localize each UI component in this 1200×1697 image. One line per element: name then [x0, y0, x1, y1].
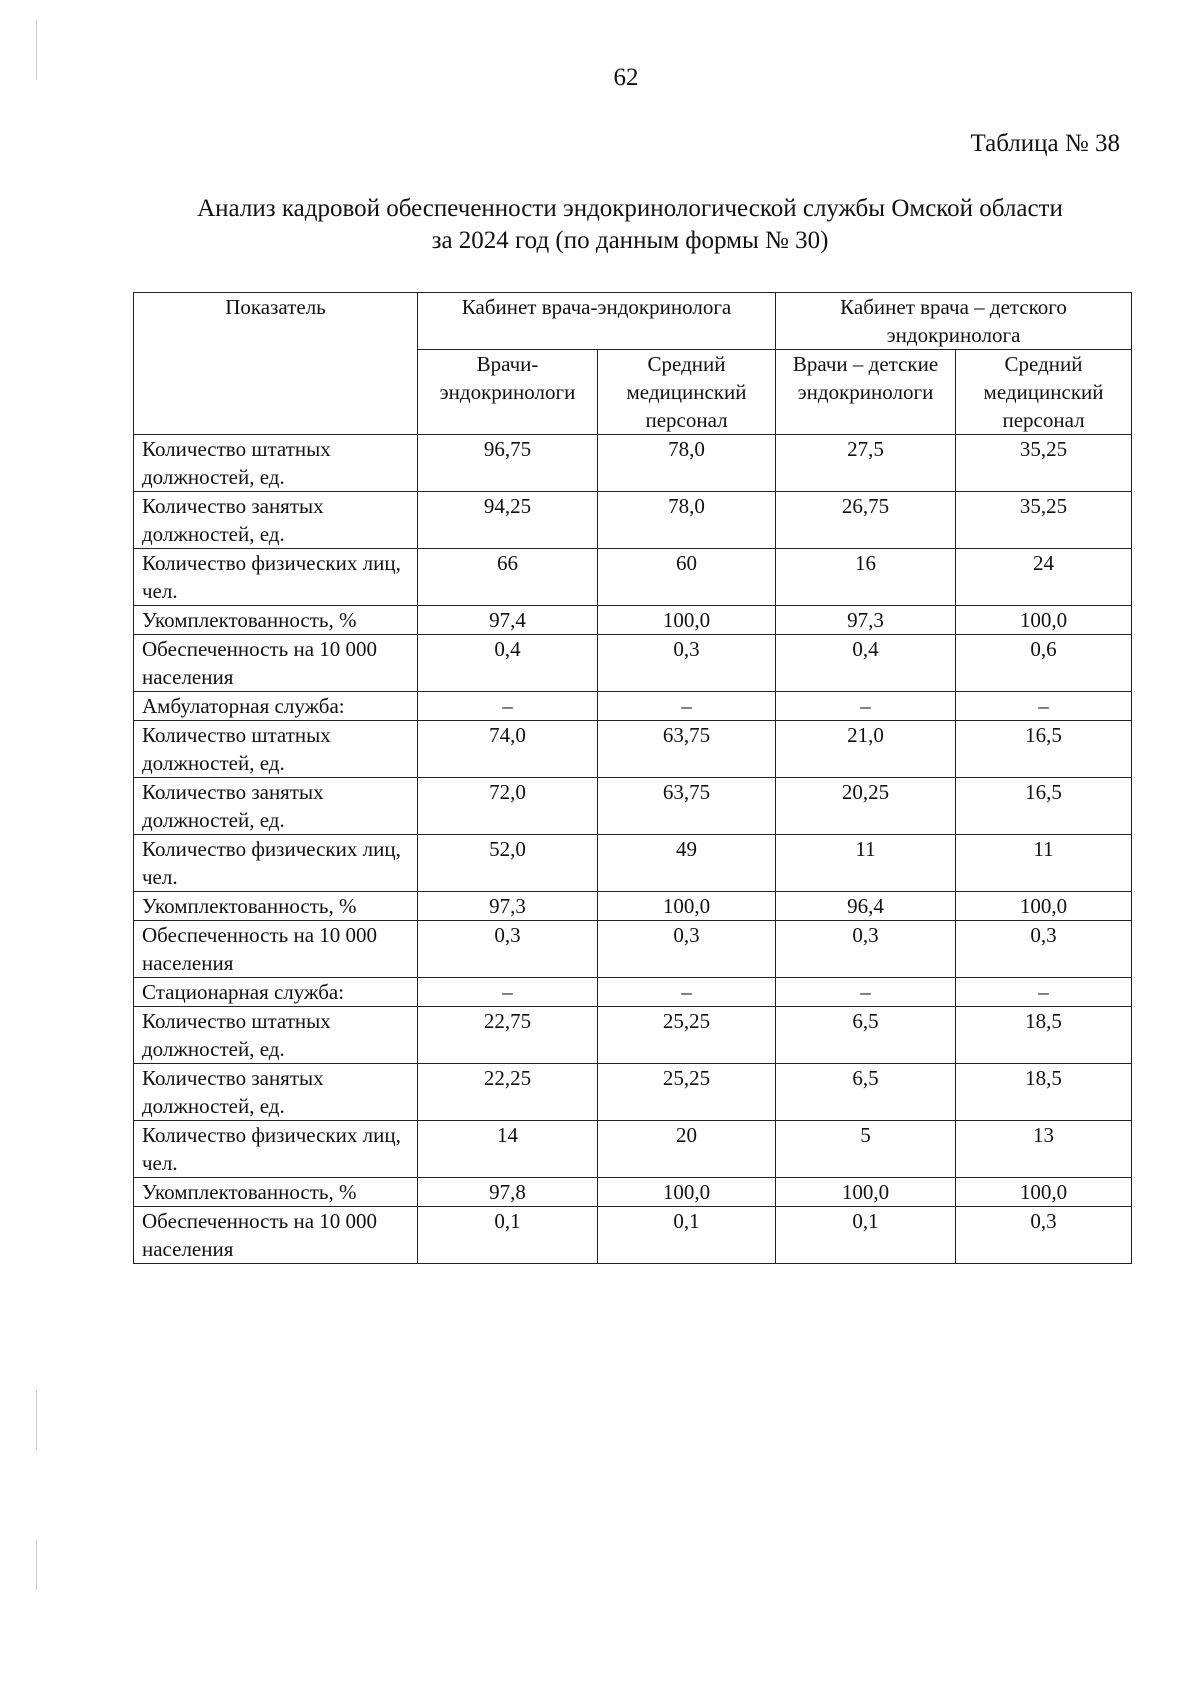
row-label: Количество физических лиц, чел.	[134, 1121, 418, 1178]
table-row	[134, 778, 1132, 835]
row-label: Количество занятых должностей, ед.	[134, 778, 418, 835]
header-indicator: Показатель	[134, 293, 418, 435]
row-value: 25,25	[598, 1007, 776, 1064]
page-number: 62	[613, 64, 639, 91]
table-row	[134, 1207, 1132, 1264]
scan-edge-mark	[36, 20, 37, 80]
row-value: 24	[956, 549, 1132, 606]
table-row	[134, 435, 1132, 492]
table-row	[134, 1064, 1132, 1121]
row-value: 100,0	[776, 1178, 956, 1207]
row-value: 20,25	[776, 778, 956, 835]
row-value: 6,5	[776, 1007, 956, 1064]
row-value: 6,5	[776, 1064, 956, 1121]
subheader-nursing-staff: Средний медицинский персонал	[598, 350, 776, 435]
row-value: 20	[598, 1121, 776, 1178]
table-row	[134, 549, 1132, 606]
title-line-1: Анализ кадровой обеспеченности эндокринологической службы Омской области	[197, 195, 1063, 222]
row-value: –	[418, 978, 598, 1007]
table-row	[134, 1121, 1132, 1178]
row-value: 100,0	[956, 1178, 1132, 1207]
document-title	[120, 193, 1140, 257]
row-value: 78,0	[598, 492, 776, 549]
table-row	[134, 921, 1132, 978]
row-label: Укомплектованность, %	[134, 606, 418, 635]
row-value: 100,0	[598, 892, 776, 921]
row-label: Количество занятых должностей, ед.	[134, 1064, 418, 1121]
row-label: Укомплектованность, %	[134, 892, 418, 921]
row-label: Количество штатных должностей, ед.	[134, 1007, 418, 1064]
table-row	[134, 835, 1132, 892]
table-row	[134, 892, 1132, 921]
row-label: Обеспеченность на 10 000 населения	[134, 921, 418, 978]
row-value: 0,3	[418, 921, 598, 978]
row-value: 27,5	[776, 435, 956, 492]
row-value: 0,3	[956, 921, 1132, 978]
row-value: –	[956, 978, 1132, 1007]
header-group-endocrinologist-office: Кабинет врача-эндокринолога	[418, 293, 776, 350]
row-value: 100,0	[598, 1178, 776, 1207]
row-value: 60	[598, 549, 776, 606]
row-label: Амбулаторная служба:	[134, 692, 418, 721]
table-row	[134, 1178, 1132, 1207]
table-body	[134, 435, 1132, 1264]
row-value: 0,6	[956, 635, 1132, 692]
row-value: 14	[418, 1121, 598, 1178]
row-value: 94,25	[418, 492, 598, 549]
header-group-pediatric-endocrinologist-office: Кабинет врача – детского эндокринолога	[776, 293, 1132, 350]
table-row	[134, 1007, 1132, 1064]
row-value: 21,0	[776, 721, 956, 778]
row-value: –	[418, 692, 598, 721]
table-header-row	[134, 293, 1132, 350]
row-label: Стационарная служба:	[134, 978, 418, 1007]
row-value: 0,3	[956, 1207, 1132, 1264]
row-value: 5	[776, 1121, 956, 1178]
table-row	[134, 492, 1132, 549]
table-number: Таблица № 38	[970, 130, 1120, 157]
title-line-2: за 2024 год (по данным формы № 30)	[431, 227, 829, 254]
scan-edge-mark	[36, 1390, 37, 1450]
row-value: –	[776, 692, 956, 721]
subheader-pediatric-nursing-staff: Средний медицинский персонал	[956, 350, 1132, 435]
row-value: 66	[418, 549, 598, 606]
row-value: 35,25	[956, 435, 1132, 492]
row-value: 0,3	[776, 921, 956, 978]
row-value: 0,4	[418, 635, 598, 692]
row-value: 100,0	[956, 606, 1132, 635]
row-value: 100,0	[956, 892, 1132, 921]
row-value: 52,0	[418, 835, 598, 892]
row-value: –	[598, 692, 776, 721]
row-value: 18,5	[956, 1007, 1132, 1064]
row-label: Количество физических лиц, чел.	[134, 549, 418, 606]
row-value: 22,75	[418, 1007, 598, 1064]
row-value: 16	[776, 549, 956, 606]
row-value: 0,1	[598, 1207, 776, 1264]
subheader-pediatric-endocrinologists: Врачи – детские эндокринологи	[776, 350, 956, 435]
row-value: –	[776, 978, 956, 1007]
row-value: 63,75	[598, 721, 776, 778]
table-row	[134, 978, 1132, 1007]
row-value: 0,3	[598, 635, 776, 692]
row-value: 63,75	[598, 778, 776, 835]
row-value: 78,0	[598, 435, 776, 492]
row-label: Количество занятых должностей, ед.	[134, 492, 418, 549]
row-value: 96,4	[776, 892, 956, 921]
table-row	[134, 635, 1132, 692]
row-value: 0,1	[776, 1207, 956, 1264]
row-value: 49	[598, 835, 776, 892]
row-value: 97,8	[418, 1178, 598, 1207]
row-value: 26,75	[776, 492, 956, 549]
row-value: 100,0	[598, 606, 776, 635]
row-value: 0,4	[776, 635, 956, 692]
row-value: 22,25	[418, 1064, 598, 1121]
table-row	[134, 692, 1132, 721]
row-label: Укомплектованность, %	[134, 1178, 418, 1207]
row-value: 0,1	[418, 1207, 598, 1264]
row-value: 74,0	[418, 721, 598, 778]
table-row	[134, 606, 1132, 635]
scan-edge-mark	[36, 1540, 37, 1590]
table-row	[134, 721, 1132, 778]
row-label: Количество штатных должностей, ед.	[134, 435, 418, 492]
row-value: 16,5	[956, 721, 1132, 778]
row-value: 25,25	[598, 1064, 776, 1121]
row-value: 16,5	[956, 778, 1132, 835]
subheader-endocrinologists: Врачи-эндокринологи	[418, 350, 598, 435]
row-value: –	[598, 978, 776, 1007]
row-label: Обеспеченность на 10 000 населения	[134, 635, 418, 692]
row-label: Количество штатных должностей, ед.	[134, 721, 418, 778]
row-value: 18,5	[956, 1064, 1132, 1121]
row-value: 13	[956, 1121, 1132, 1178]
row-value: 97,4	[418, 606, 598, 635]
row-value: 35,25	[956, 492, 1132, 549]
row-value: 96,75	[418, 435, 598, 492]
row-value: 72,0	[418, 778, 598, 835]
row-value: 97,3	[418, 892, 598, 921]
row-value: 11	[776, 835, 956, 892]
row-value: 11	[956, 835, 1132, 892]
row-value: 97,3	[776, 606, 956, 635]
row-label: Количество физических лиц, чел.	[134, 835, 418, 892]
row-value: 0,3	[598, 921, 776, 978]
row-value: –	[956, 692, 1132, 721]
row-label: Обеспеченность на 10 000 населения	[134, 1207, 418, 1264]
staffing-table	[133, 292, 1132, 1264]
